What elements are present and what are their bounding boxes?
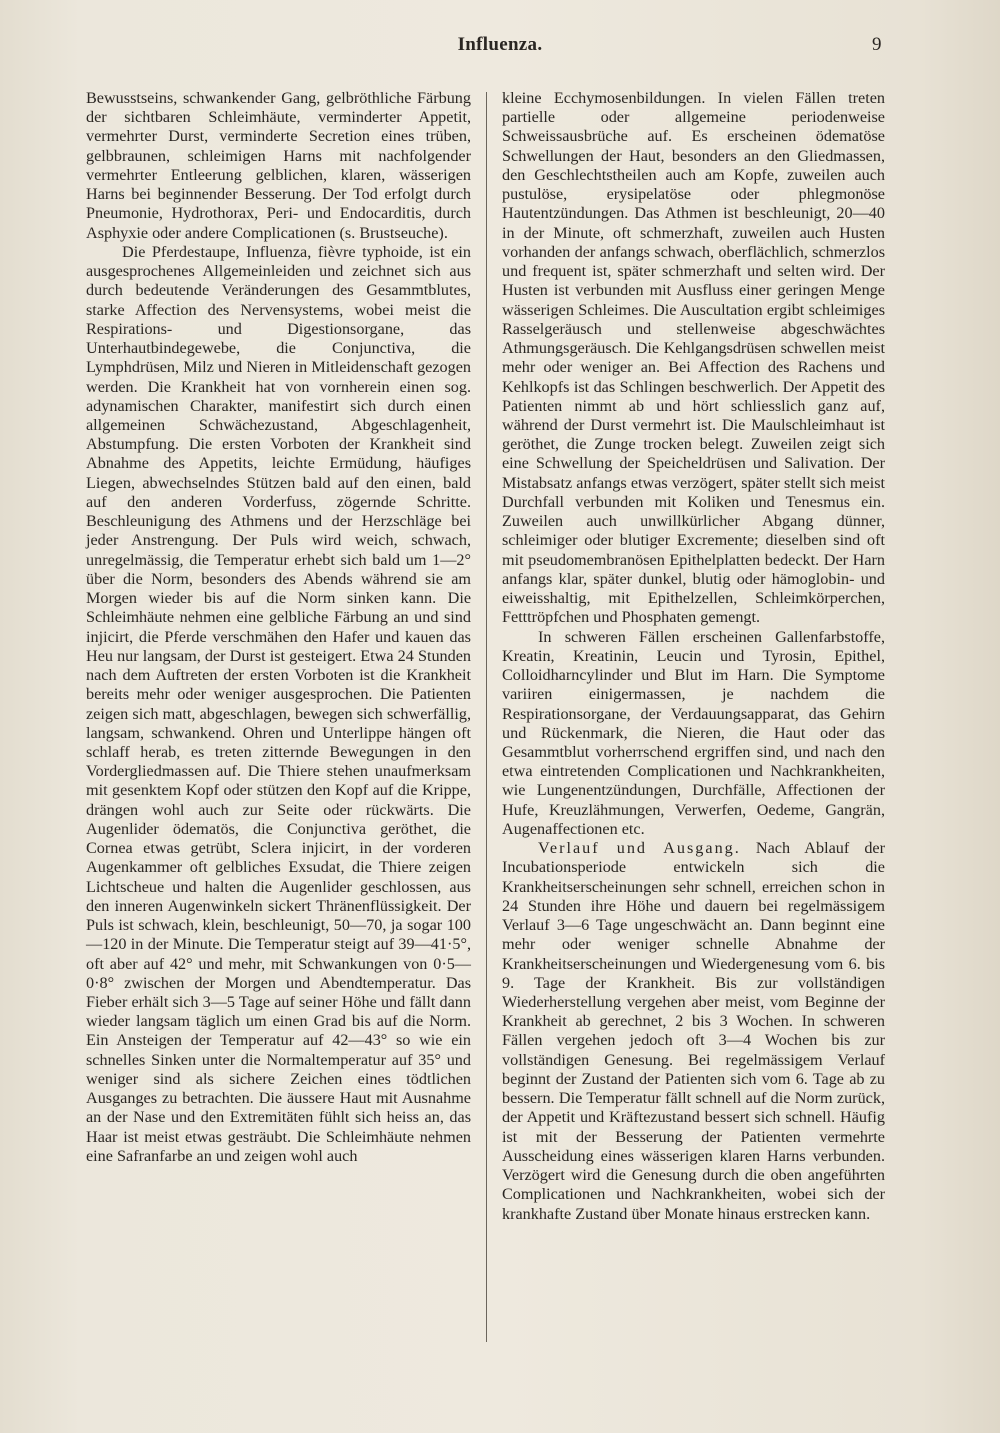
section-heading-verlauf: Verlauf und Ausgang. <box>538 839 741 858</box>
column-divider <box>486 92 487 1342</box>
page-header <box>0 34 1000 60</box>
left-column <box>86 89 471 1166</box>
paragraph-verlauf-body: Nach Ablauf der Incubationsperiode entwickeln sich die Krankheitserscheinungen sehr schnell, erreichen schon in 24 Stunden ihre Höhe und dauern bei regelmässigem Verlauf 3—6 Tage ungeschwächt an. Dann beginnt eine mehr oder weniger schnelle Abnahme der Krankheitserscheinungen und Wiedergenesung vom 6. bis 9. Tage der Krankheit. Bis zur vollständigen Wiederherstellung vergehen aber meist, vom Beginne der Krankheit ab gerechnet, 2 bis 3 Wochen. In schweren Fällen vergehen jedoch oft 3—4 Wochen bis zur vollständigen Genesung. Bei regelmässigem Verlauf beginnt der Zustand der Patienten sich vom 6. Tage ab zu bessern. Die Temperatur fällt schnell auf die Norm zurück, der Appetit und Kräftezustand bessert sich schnell. Häufig ist mit der Besserung der Patienten vermehrte Ausscheidung eines wässerigen klaren Harns verbunden. Verzögert wird die Genesung durch die oben angeführten Complicationen und Nachkrankheiten, wobei sich der krankhafte Zustand über Monate hinaus erstrecken kann. <box>502 839 885 1223</box>
paragraph-symptoms-continued: kleine Ecchymosenbildungen. In vielen Fällen treten partielle oder allgemeine periodenweise Schweissausbrüche auf. Es erscheinen ödematöse Schwellungen der Haut, besonders an den Gliedmassen, den Geschlechtstheilen auch am Kopfe, zuweilen auch pustulöse, erysipelatöse oder phlegmonöse Hautentzündungen. Das Athmen ist beschleunigt, 20—40 in der Minute, oft schmerzhaft, zuweilen auch Husten vorhanden der anfangs schwach, oberflächlich, schmerzlos und frequent ist, später schmerzhaft und selten wird. Der Husten ist verbunden mit Ausfluss einer geringen Menge wässerigen Schleimes. Die Auscultation ergibt schleimiges Rasselgeräusch und stellenweise abgeschwächtes Athmungsgeräusch. Die Kehlgangsdrüsen schwellen meist mehr oder weniger an. Bei Affection des Rachens und Kehlkopfs ist das Schlingen beschwerlich. Der Appetit des Patienten nimmt ab und hört schliesslich ganz auf, während der Durst vermehrt ist. Die Maulschleimhaut ist geröthet, die Zunge trocken belegt. Zuweilen zeigt sich eine Schwellung der Speicheldrüsen und Salivation. Der Mistabsatz anfangs etwas verzögert, später stellt sich meist Durchfall verbunden mit Koliken und Tenesmus ein. Zuweilen auch unwillkürlicher Abgang dünner, schleimiger oder blutiger Excremente; dieselben sind oft mit pseudomembranösen Epithelplatten bedeckt. Der Harn anfangs klar, später dunkel, blutig oder hämoglobin- und eiweisshaltig, mit Epithelzellen, Schleimkörperchen, Fetttröpfchen und Phosphaten gemengt. <box>502 89 885 627</box>
page-number: 9 <box>872 34 882 55</box>
paragraph-severe-cases: In schweren Fällen erscheinen Gallenfarbstoffe, Kreatin, Kreatinin, Leucin und Tyrosin, Epithel, Colloidharncylinder und Blut im Harn. Die Symptome variiren einigermassen, je nachdem die Respirationsorgane, der Verdauungsapparat, das Gehirn und Rückenmark, die Nieren, die Haut oder das Gesammtblut vorherrschend ergriffen sind, und nach den etwa eintretenden Complicationen und Nachkrankheiten, wie Lungenentzündungen, Durchfälle, Affectionen der Hufe, Kreuzlähmungen, Verwerfen, Oedeme, Gangrän, Augenaffectionen etc. <box>502 627 885 838</box>
right-column <box>502 89 885 1224</box>
running-title: Influenza. <box>457 34 543 55</box>
paragraph-continuation: Bewusstseins, schwankender Gang, gelbröthliche Färbung der sichtbaren Schleimhäute, verminderter Appetit, vermehrter Durst, verminderte Secretion eines trüben, gelbbraunen, schleimigen Harns mit nachfolgender vermehrter Entleerung gelblichen, klaren, wässerigen Harns bei beginnender Besserung. Der Tod erfolgt durch Pneumonie, Hydrothorax, Peri- und Endocarditis, durch Asphyxie oder andere Complicationen (s. Brustseuche). <box>86 89 471 242</box>
paragraph-verlauf <box>502 839 885 1224</box>
paragraph-pferdestaupe: Die Pferdestaupe, Influenza, fièvre typhoide, ist ein ausgesprochenes Allgemeinleiden und zeichnet sich aus durch bedeutende Veränderungen des Gesammtblutes, starke Affection des Nervensystems, wobei meist die Respirations- und Digestionsorgane, das Unterhautbindegewebe, die Conjunctiva, die Lymphdrüsen, Milz und Nieren in Mitleidenschaft gezogen werden. Die Krankheit hat von vornherein einen sog. adynamischen Charakter, manifestirt sich durch einen allgemeinen Schwächezustand, Abgeschlagenheit, Abstumpfung. Die ersten Vorboten der Krankheit sind Abnahme des Appetits, leichte Ermüdung, häufiges Liegen, abwechselndes Stützen bald auf den einen, bald auf den anderen Vorderfuss, zögernde Schritte. Beschleunigung des Athmens und der Herzschläge bei jeder Anstrengung. Der Puls wird weich, schwach, unregelmässig, die Temperatur erhebt sich bald um 1—2° über die Norm, besonders des Abends während sie am Morgen wieder bis auf die Norm sinken kann. Die Schleimhäute nehmen eine gelbliche Färbung an und sind injicirt, die Pferde verschmähen den Hafer und kauen das Heu nur langsam, der Durst ist gesteigert. Etwa 24 Stunden nach dem Auftreten der ersten Vorboten ist die Krankheit bereits mehr oder weniger ausgesprochen. Die Patienten zeigen sich matt, abgeschlagen, bewegen sich schwerfällig, langsam, schwankend. Ohren und Unterlippe hängen oft schlaff herab, es treten zitternde Bewegungen in den Vordergliedmassen auf. Die Thiere stehen unaufmerksam mit gesenktem Kopf oder stützen den Kopf auf die Krippe, drängen wohl auch zur Seite oder rückwärts. Die Augenlider ödematös, die Conjunctiva geröthet, die Cornea etwas getrübt, Sclera injicirt, in der vorderen Augenkammer oft gelbliches Exsudat, die Thiere zeigen Lichtscheue und halten die Augenlider geschlossen, aus den inneren Augenwinkeln sickert Thränenflüssigkeit. Der Puls ist schwach, klein, beschleunigt, 50—70, ja sogar 100—120 in der Minute. Die Temperatur steigt auf 39—41·5°, oft aber auf 42° und mehr, mit Schwankungen von 0·5—0·8° zwischen der Morgen und Abendtemperatur. Das Fieber erhält sich 3—5 Tage auf seiner Höhe und fällt dann wieder langsam täglich um einen Grad bis auf die Norm. Ein Ansteigen der Temperatur auf 42—43° so wie ein schnelles Sinken unter die Normaltemperatur auf 35° und weniger sind als sichere Zeichen eines tödtlichen Ausganges zu betrachten. Die äussere Haut mit Ausnahme an der Nase und den Extremitäten fühlt sich heiss an, das Haar ist meist etwas gesträubt. Die Schleimhäute nehmen eine Safranfarbe an und zeigen wohl auch <box>86 242 471 1165</box>
